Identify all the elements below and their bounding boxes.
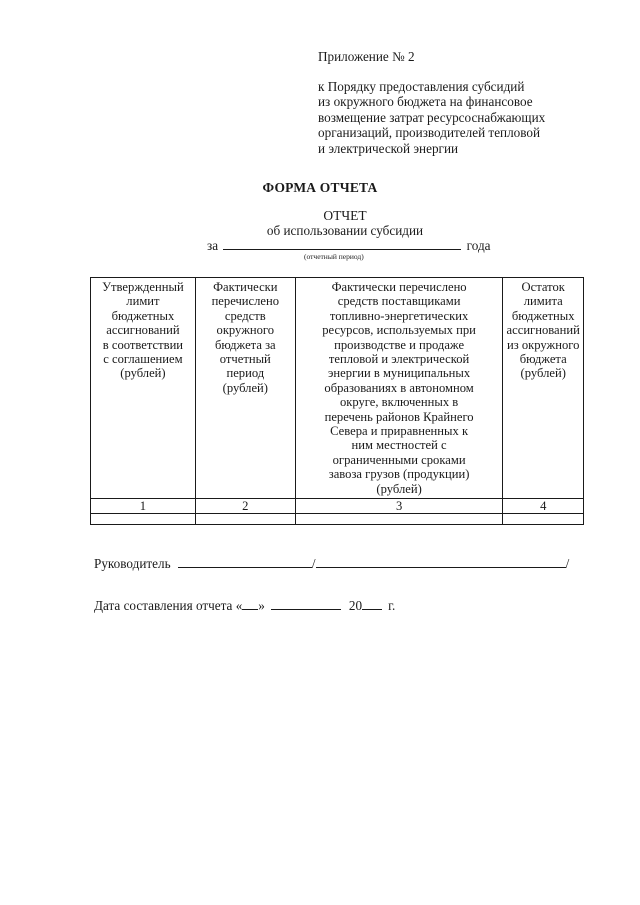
header-line: (рублей): [222, 380, 268, 395]
header-line: тепловой и электрической: [328, 352, 470, 367]
header-line: средств: [224, 308, 266, 323]
date-close-quote: »: [258, 598, 265, 613]
year-suffix: г.: [388, 598, 396, 613]
date-label: Дата составления отчета: [94, 598, 233, 613]
signature-name-blank-field[interactable]: [316, 556, 566, 568]
column-number-row: [91, 499, 584, 514]
table-row: [91, 514, 584, 525]
header-line: бюджета за: [214, 337, 276, 352]
date-open-quote: «: [235, 598, 243, 613]
column-number: 3: [295, 499, 503, 514]
period-blank-field[interactable]: [223, 238, 461, 250]
report-title: ОТЧЕТ: [323, 208, 367, 223]
year-prefix: 20: [348, 598, 363, 613]
header-line: бюджетных: [111, 308, 175, 323]
column-number: 4: [503, 499, 584, 514]
header-line: бюджета: [519, 352, 567, 367]
header-line: топливно-энергетических: [329, 308, 469, 323]
data-cell[interactable]: [503, 514, 584, 525]
date-line: [94, 598, 395, 614]
header-line: период: [226, 366, 265, 381]
header-line: завоза грузов (продукции): [328, 467, 470, 482]
appendix-line: организаций, производителей тепловой: [318, 125, 541, 141]
header-line: (рублей): [120, 366, 166, 381]
header-line: ресурсов, используемых при: [322, 323, 476, 338]
header-cell-transferred-suppliers: [295, 278, 503, 499]
data-cell[interactable]: [295, 514, 503, 525]
report-subtitle: об использовании субсидии: [266, 223, 424, 238]
year-blank-field[interactable]: [362, 598, 382, 610]
header-line: Утвержденный: [102, 280, 184, 294]
signature-line: [94, 556, 569, 572]
header-line: ассигнований: [106, 323, 180, 338]
header-line: отчетный: [219, 352, 271, 367]
header-line: Фактически: [213, 280, 278, 294]
period-hint: (отчетный период): [304, 252, 364, 261]
header-line: (рублей): [520, 366, 566, 381]
data-cell[interactable]: [91, 514, 196, 525]
appendix-line: возмещение затрат ресурсоснабжающих: [318, 109, 546, 125]
month-blank-field[interactable]: [271, 598, 341, 610]
header-line: Фактически перечислено: [331, 280, 467, 294]
header-line: с соглашением: [103, 352, 183, 367]
column-number: 1: [91, 499, 196, 514]
appendix-line: к Порядку предоставления субсидий: [318, 78, 525, 94]
appendix-title: Приложение № 2: [318, 49, 415, 64]
report-table: [90, 277, 584, 525]
header-line: Севера и приравненных к: [330, 424, 469, 439]
signature-separator: /: [311, 556, 316, 571]
header-line: ограниченными сроками: [332, 452, 466, 467]
appendix-line: и электрической энергии: [318, 140, 459, 156]
header-line: лимит: [126, 294, 160, 309]
header-cell-remaining-limit: [503, 278, 584, 499]
header-line: образованиях в автономном: [324, 380, 474, 395]
header-line: (рублей): [376, 481, 422, 496]
signature-label: Руководитель: [94, 556, 171, 571]
column-number: 2: [195, 499, 295, 514]
header-line: округе, включенных в: [339, 395, 459, 410]
signature-end: /: [565, 556, 570, 571]
appendix-line: из окружного бюджета на финансовое: [318, 94, 533, 110]
header-line: лимита: [523, 294, 563, 309]
header-line: средств поставщиками: [337, 294, 461, 309]
form-title: ФОРМА ОТЧЕТА: [262, 180, 378, 195]
header-line: Остаток: [521, 280, 565, 294]
header-line: производстве и продаже: [334, 337, 465, 352]
header-line: бюджетных: [511, 308, 575, 323]
appendix-block: [318, 49, 618, 157]
signature-blank-field[interactable]: [178, 556, 312, 568]
header-cell-approved-limit: [91, 278, 196, 499]
data-cell[interactable]: [195, 514, 295, 525]
period-suffix: года: [466, 238, 491, 253]
header-line: ним местностей с: [351, 438, 447, 453]
header-cell-transferred-budget: [195, 278, 295, 499]
day-blank-field[interactable]: [242, 598, 258, 610]
header-line: перечень районов Крайнего: [324, 409, 474, 424]
header-line: в соответствии: [102, 337, 184, 352]
header-line: энергии в муниципальных: [328, 366, 471, 381]
header-line: окружного: [216, 323, 275, 338]
header-line: перечислено: [211, 294, 280, 309]
period-prefix: за: [207, 238, 219, 253]
header-line: ассигнований: [506, 323, 580, 338]
header-line: из окружного: [506, 337, 580, 352]
table-header-row: [91, 278, 584, 499]
